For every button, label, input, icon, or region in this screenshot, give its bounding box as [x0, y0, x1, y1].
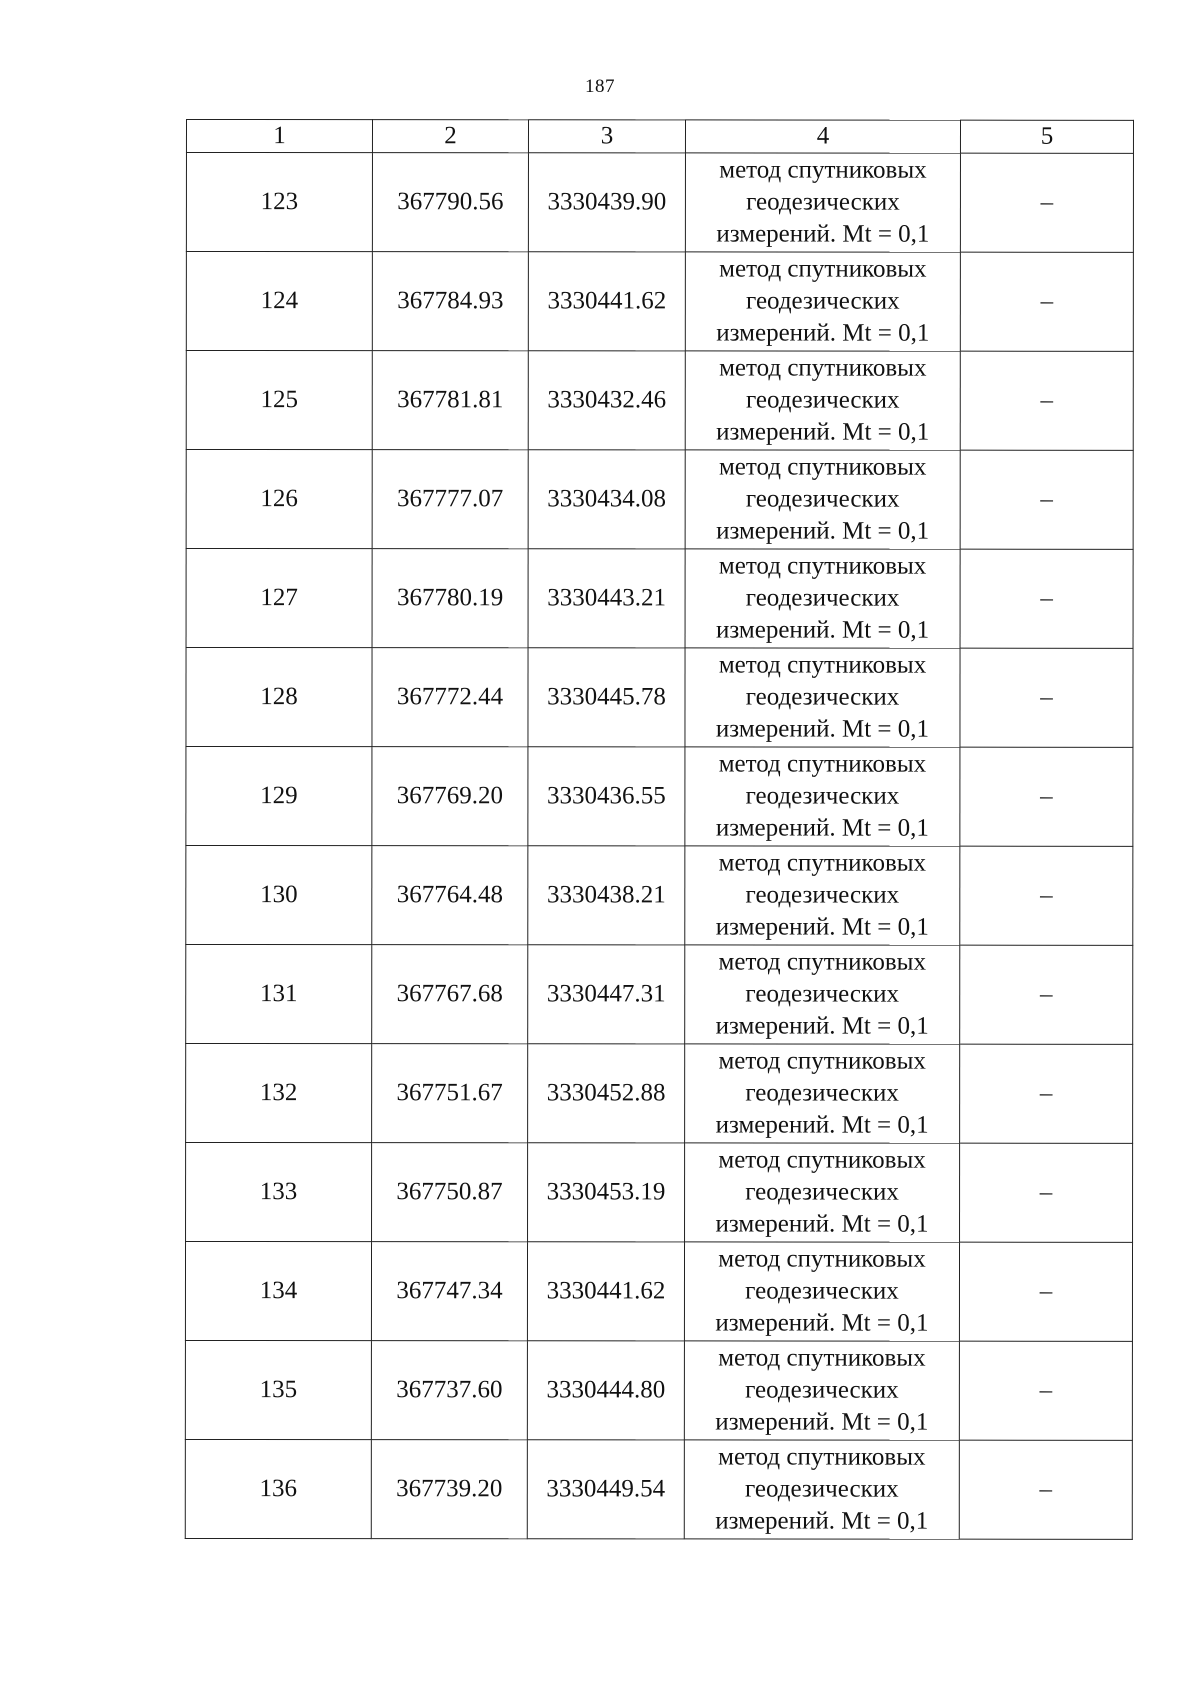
method-line: метод спутниковых — [719, 156, 927, 184]
method-line: измерений. Mt = 0,1 — [715, 1210, 929, 1238]
table-row — [185, 1242, 1132, 1342]
method-line: метод спутниковых — [718, 453, 927, 481]
table-header — [186, 120, 1133, 154]
x-coordinate-cell: 367767.68 — [372, 945, 528, 1044]
note-cell: – — [960, 747, 1133, 846]
method-line: измерений. Mt = 0,1 — [716, 220, 930, 248]
method-cell — [685, 945, 960, 1044]
x-coordinate-cell: 367750.87 — [372, 1143, 528, 1242]
header-col-3: 3 — [528, 120, 685, 153]
note-cell: – — [960, 450, 1133, 549]
method-line: метод спутниковых — [718, 1344, 926, 1372]
x-coordinate-cell: 367737.60 — [371, 1341, 527, 1440]
note-cell: – — [960, 846, 1133, 945]
method-cell — [685, 351, 960, 450]
method-line: метод спутниковых — [718, 552, 927, 580]
table-row — [186, 945, 1133, 1045]
y-coordinate-cell: 3330449.54 — [527, 1440, 684, 1539]
method-line: геодезических — [745, 1277, 899, 1305]
table-row — [185, 1439, 1132, 1539]
method-line: геодезических — [745, 980, 900, 1008]
method-line: геодезических — [744, 1475, 899, 1503]
point-number-cell: 136 — [185, 1439, 371, 1538]
method-line: измерений. Mt = 0,1 — [715, 1507, 929, 1535]
y-coordinate-cell: 3330452.88 — [528, 1044, 685, 1143]
method-cell — [685, 846, 960, 945]
method-line: геодезических — [745, 485, 900, 513]
table-row — [186, 153, 1133, 253]
method-cell — [685, 153, 960, 252]
table-row — [186, 1143, 1133, 1243]
method-line: метод спутниковых — [718, 1047, 926, 1075]
header-col-2: 2 — [372, 120, 528, 153]
coordinates-table — [185, 119, 1134, 1540]
point-number-cell: 124 — [186, 252, 372, 351]
point-number-cell: 135 — [185, 1341, 371, 1440]
y-coordinate-cell: 3330438.21 — [528, 846, 685, 945]
y-coordinate-cell: 3330436.55 — [528, 747, 685, 846]
point-number-cell: 132 — [186, 1044, 372, 1143]
point-number-cell: 133 — [186, 1143, 372, 1242]
note-cell: – — [960, 153, 1133, 252]
note-cell: – — [959, 1341, 1132, 1440]
method-line: измерений. Mt = 0,1 — [715, 1012, 929, 1040]
method-cell — [685, 1044, 960, 1143]
method-line: метод спутниковых — [718, 1146, 926, 1174]
x-coordinate-cell: 367769.20 — [372, 747, 528, 846]
table-row — [186, 1044, 1133, 1144]
y-coordinate-cell: 3330439.90 — [528, 153, 685, 252]
y-coordinate-cell: 3330443.21 — [528, 549, 685, 648]
method-line: измерений. Mt = 0,1 — [715, 1309, 929, 1337]
header-row — [186, 120, 1133, 154]
header-col-1: 1 — [186, 120, 372, 153]
method-line: метод спутниковых — [718, 948, 926, 976]
method-cell — [685, 648, 960, 747]
method-line: измерений. Mt = 0,1 — [716, 418, 930, 446]
method-cell — [684, 1341, 959, 1440]
header-col-4: 4 — [685, 120, 960, 153]
point-number-cell: 123 — [186, 153, 372, 252]
header-col-5: 5 — [960, 120, 1133, 153]
method-line: геодезических — [745, 1376, 899, 1404]
point-number-cell: 130 — [186, 846, 372, 945]
table-row — [186, 747, 1133, 847]
method-line: метод спутниковых — [718, 1443, 926, 1471]
y-coordinate-cell: 3330444.80 — [527, 1341, 684, 1440]
method-line: измерений. Mt = 0,1 — [715, 616, 930, 644]
note-cell: – — [960, 648, 1133, 747]
table-row — [186, 351, 1133, 451]
method-line: метод спутниковых — [719, 255, 927, 283]
y-coordinate-cell: 3330453.19 — [528, 1143, 685, 1242]
note-cell: – — [960, 1143, 1133, 1242]
table-row — [186, 549, 1133, 649]
method-line: геодезических — [745, 881, 900, 909]
note-cell: – — [960, 945, 1133, 1044]
x-coordinate-cell: 367780.19 — [372, 549, 528, 648]
x-coordinate-cell: 367781.81 — [372, 351, 528, 450]
x-coordinate-cell: 367784.93 — [372, 252, 528, 351]
method-line: геодезических — [745, 782, 900, 810]
point-number-cell: 126 — [186, 450, 372, 549]
method-line: измерений. Mt = 0,1 — [715, 913, 929, 941]
table-row — [186, 252, 1133, 352]
note-cell: – — [960, 252, 1133, 351]
method-line: метод спутниковых — [718, 1245, 926, 1273]
note-cell: – — [959, 1242, 1132, 1341]
method-cell — [685, 1143, 960, 1242]
point-number-cell: 129 — [186, 747, 372, 846]
x-coordinate-cell: 367777.07 — [372, 450, 528, 549]
method-cell — [685, 747, 960, 846]
x-coordinate-cell: 367790.56 — [372, 153, 528, 252]
y-coordinate-cell: 3330447.31 — [528, 945, 685, 1044]
method-cell — [685, 549, 960, 648]
method-cell — [684, 1242, 959, 1341]
table-row — [186, 846, 1133, 946]
y-coordinate-cell: 3330432.46 — [528, 351, 685, 450]
method-line: измерений. Mt = 0,1 — [715, 1111, 929, 1139]
method-line: метод спутниковых — [718, 849, 927, 877]
method-cell — [685, 450, 960, 549]
page-number: 187 — [585, 76, 615, 97]
point-number-cell: 134 — [185, 1242, 371, 1341]
table-row — [185, 1341, 1132, 1441]
table-row — [186, 648, 1133, 748]
point-number-cell: 128 — [186, 648, 372, 747]
point-number-cell: 127 — [186, 549, 372, 648]
table-row — [186, 450, 1133, 550]
point-number-cell: 131 — [186, 945, 372, 1044]
method-line: измерений. Mt = 0,1 — [715, 1408, 929, 1436]
x-coordinate-cell: 367751.67 — [372, 1044, 528, 1143]
method-line: измерений. Mt = 0,1 — [715, 814, 929, 842]
method-line: измерений. Mt = 0,1 — [716, 517, 930, 545]
method-line: геодезических — [745, 1178, 899, 1206]
x-coordinate-cell: 367739.20 — [371, 1440, 527, 1539]
note-cell: – — [960, 549, 1133, 648]
note-cell: – — [960, 1044, 1133, 1143]
method-line: метод спутниковых — [719, 354, 927, 382]
x-coordinate-cell: 367772.44 — [372, 648, 528, 747]
note-cell: – — [960, 351, 1133, 450]
x-coordinate-cell: 367764.48 — [372, 846, 528, 945]
y-coordinate-cell: 3330441.62 — [527, 1242, 684, 1341]
method-line: метод спутниковых — [718, 750, 927, 778]
note-cell: – — [959, 1440, 1132, 1539]
method-cell — [685, 252, 960, 351]
x-coordinate-cell: 367747.34 — [371, 1242, 527, 1341]
method-line: измерений. Mt = 0,1 — [716, 319, 930, 347]
point-number-cell: 125 — [186, 351, 372, 450]
y-coordinate-cell: 3330445.78 — [528, 648, 685, 747]
method-line: измерений. Mt = 0,1 — [715, 715, 930, 743]
method-line: геодезических — [746, 188, 900, 216]
y-coordinate-cell: 3330434.08 — [528, 450, 685, 549]
method-line: геодезических — [745, 683, 900, 711]
method-line: метод спутниковых — [718, 651, 927, 679]
method-line: геодезических — [746, 287, 900, 315]
method-cell — [684, 1440, 959, 1539]
table-body — [185, 153, 1133, 1540]
method-line: геодезических — [745, 584, 900, 612]
method-line: геодезических — [745, 386, 900, 414]
y-coordinate-cell: 3330441.62 — [528, 252, 685, 351]
method-line: геодезических — [745, 1079, 899, 1107]
